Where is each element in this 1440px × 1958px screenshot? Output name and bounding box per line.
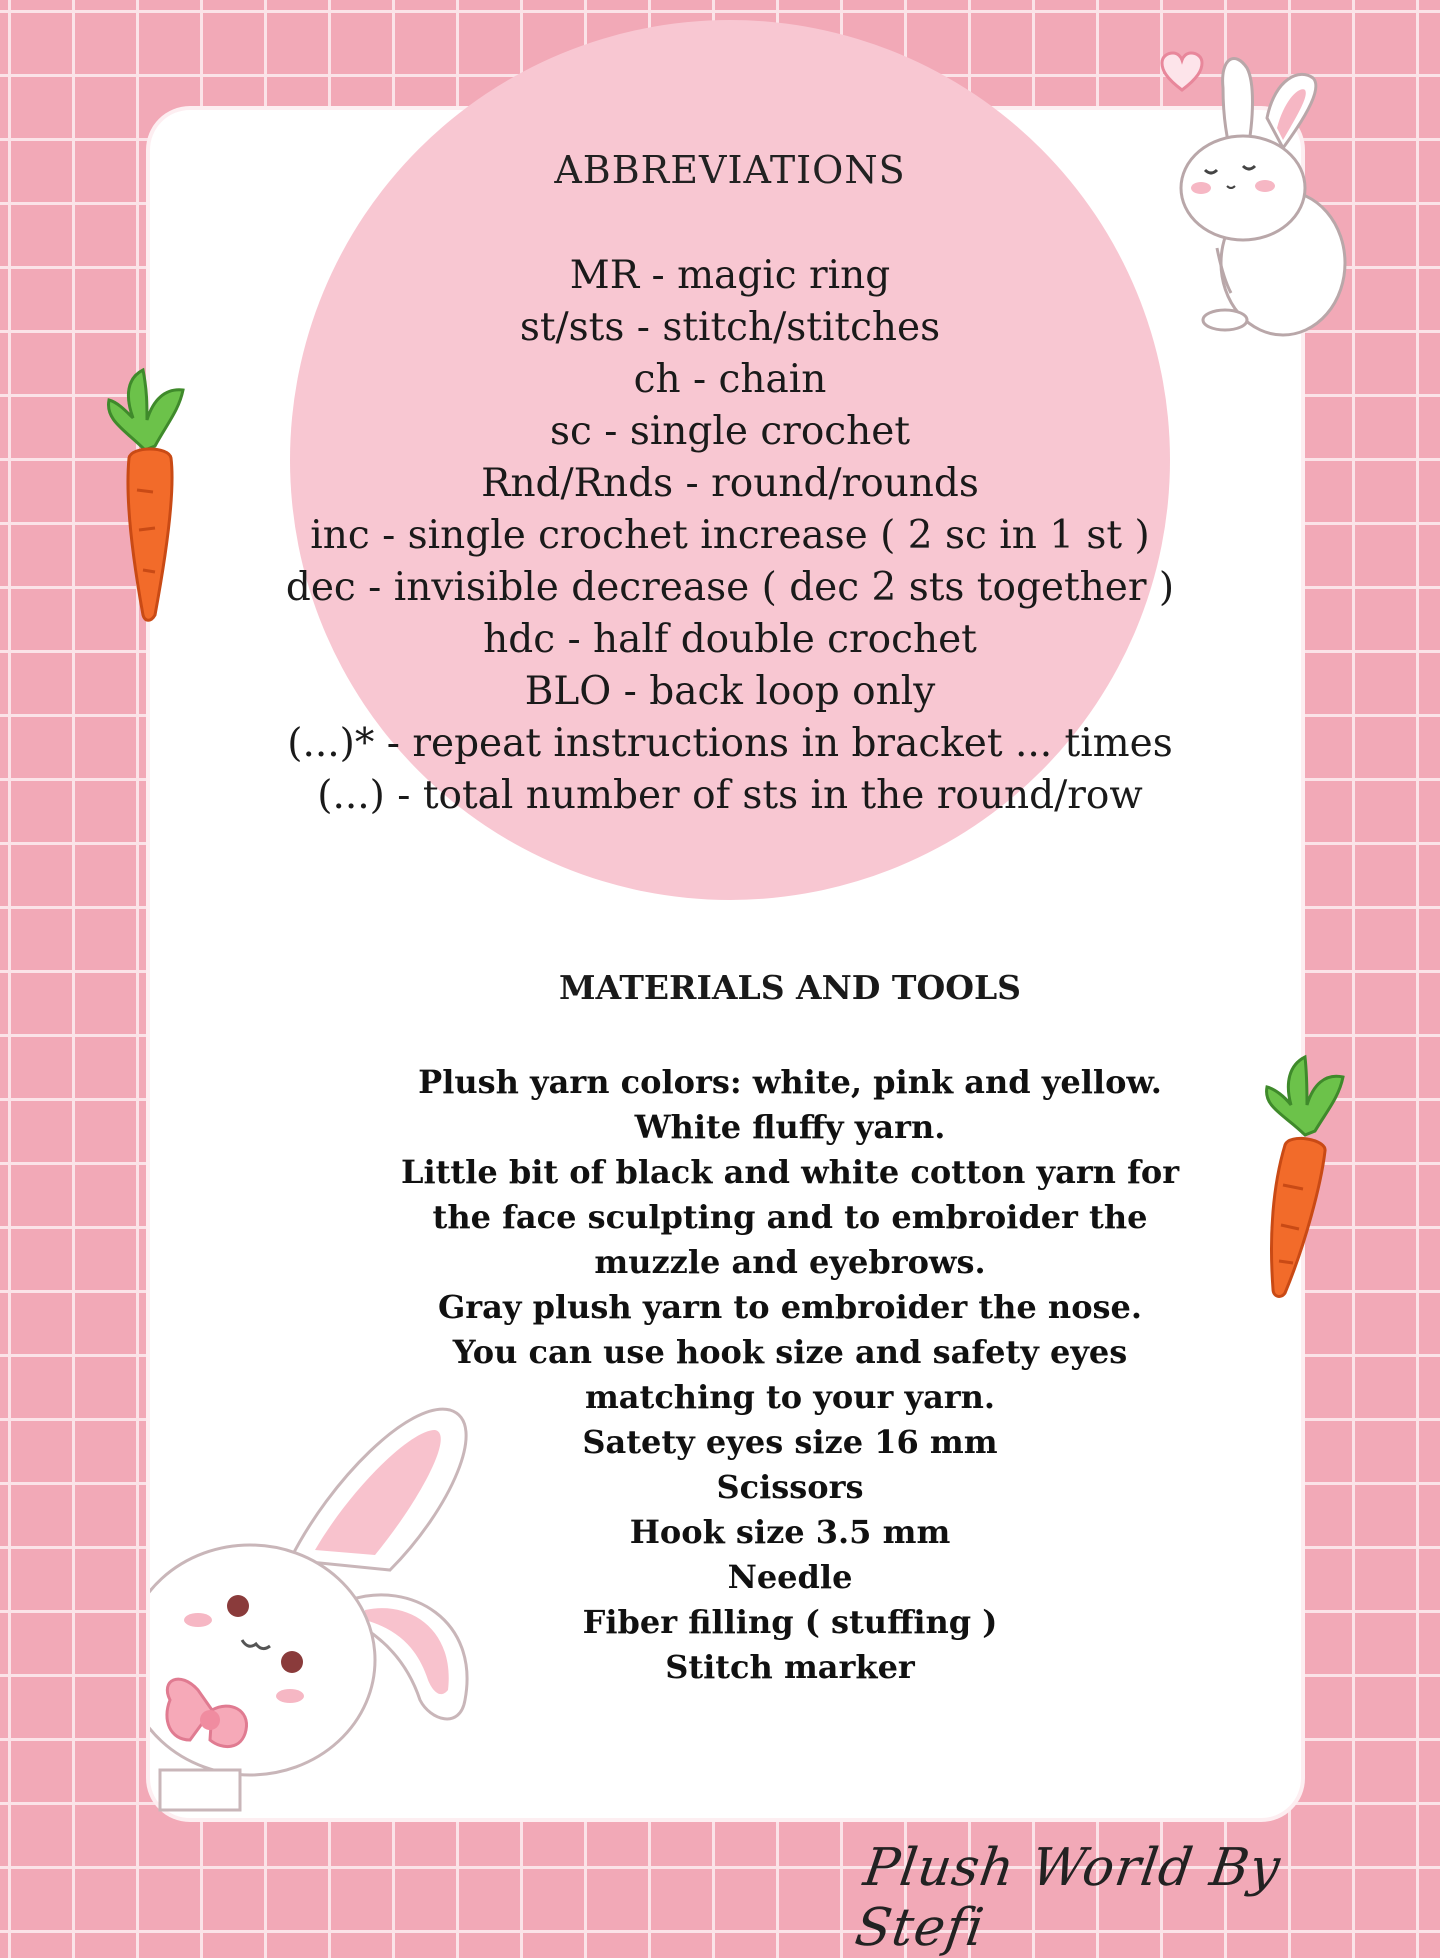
abbreviations-title: ABBREVIATIONS	[554, 148, 906, 192]
materials-item: Little bit of black and white cotton yarn for	[400, 1153, 1180, 1191]
abbreviation-item: MR - magic ring	[569, 253, 891, 298]
materials-item: Gray plush yarn to embroider the nose.	[437, 1288, 1143, 1326]
abbreviation-item: Rnd/Rnds - round/rounds	[481, 461, 979, 506]
abbreviations-list	[270, 250, 1190, 822]
materials-item: the face sculpting and to embroider the	[432, 1198, 1148, 1236]
bunny-icon	[1165, 48, 1355, 338]
abbreviation-item: (...) - total number of sts in the round/row	[317, 773, 1143, 818]
materials-item: Scissors	[716, 1468, 864, 1506]
materials-item: Needle	[727, 1558, 853, 1596]
materials-item: Plush yarn colors: white, pink and yellow.	[418, 1063, 1162, 1101]
materials-item: Satety eyes size 16 mm	[582, 1423, 998, 1461]
abbreviation-item: ch - chain	[633, 357, 827, 402]
signature: Plush World By Stefi	[851, 1838, 1285, 1958]
materials-item: Hook size 3.5 mm	[629, 1513, 951, 1551]
abbreviation-item: st/sts - stitch/stitches	[519, 305, 941, 350]
abbreviation-item: (...)* - repeat instructions in bracket ... times	[287, 721, 1173, 766]
abbreviation-item: inc - single crochet increase ( 2 sc in 1 st )	[310, 513, 1150, 558]
materials-title: MATERIALS AND TOOLS	[559, 968, 1021, 1007]
materials-item: Fiber filling ( stuffing )	[582, 1603, 998, 1641]
carrot-icon	[95, 360, 205, 625]
carrot-icon	[1245, 1045, 1355, 1300]
materials-item: You can use hook size and safety eyes	[452, 1333, 1128, 1371]
materials-item: White fluffy yarn.	[634, 1108, 946, 1146]
materials-item: matching to your yarn.	[584, 1378, 996, 1416]
bunny-icon	[150, 1400, 540, 1820]
abbreviation-item: sc - single crochet	[549, 409, 911, 454]
materials-item: muzzle and eyebrows.	[594, 1243, 986, 1281]
abbreviation-item: hdc - half double crochet	[483, 617, 977, 662]
materials-item: Stitch marker	[665, 1648, 915, 1686]
abbreviation-item: dec - invisible decrease ( dec 2 sts together )	[285, 565, 1175, 610]
abbreviation-item: BLO - back loop only	[524, 669, 936, 714]
